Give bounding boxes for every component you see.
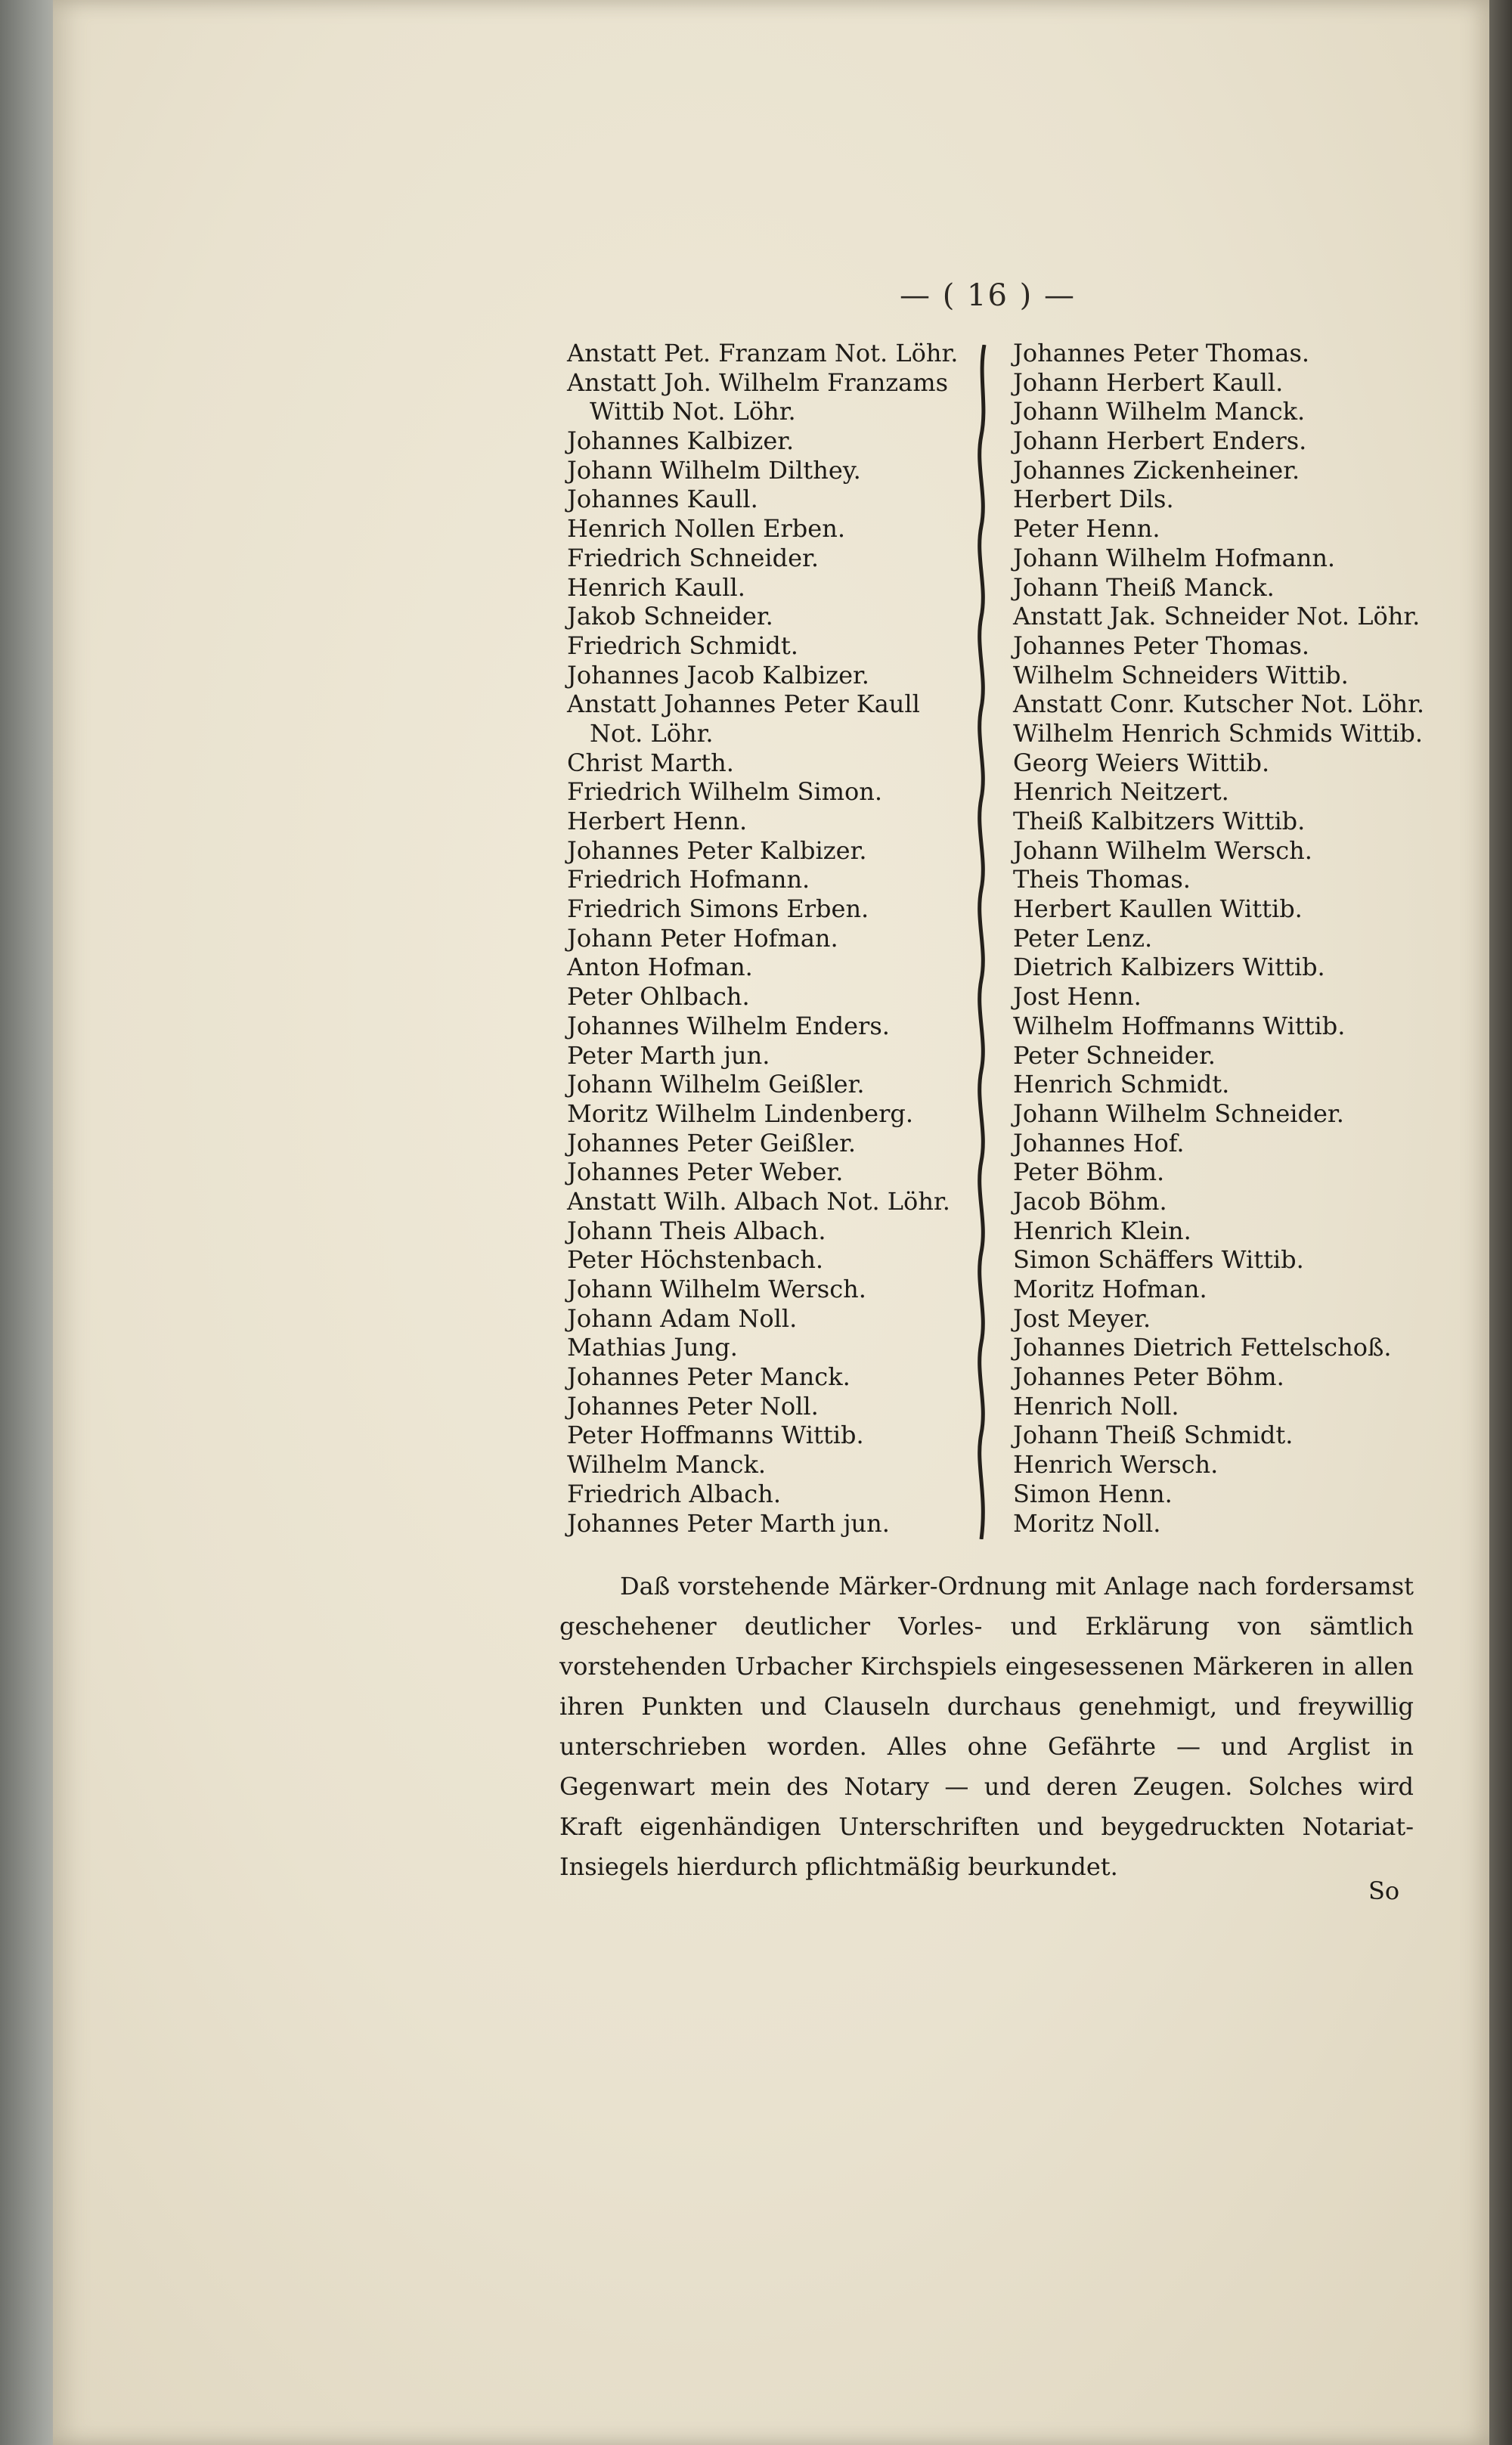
name-entry: Peter Henn. (1013, 514, 1160, 544)
name-entry: Wittib Not. Löhr. (590, 397, 796, 426)
name-entry: Moritz Hofman. (1013, 1275, 1207, 1303)
name-entry: Anstatt Joh. Wilhelm Franzams (567, 367, 948, 397)
name-entry: Wilhelm Henrich Schmids Wittib. (1013, 718, 1424, 748)
name-entry: Jakob Schneider. (567, 602, 773, 631)
name-entry: Herbert Kaullen Wittib. (1013, 894, 1303, 924)
name-entry: Johannes Wilhelm Enders. (567, 1011, 890, 1040)
name-entry: Henrich Nollen Erben. (567, 514, 845, 544)
book-page (53, 0, 1489, 2445)
name-entry: Friedrich Wilhelm Simon. (567, 777, 883, 807)
name-entry: Peter Marth jun. (567, 1040, 770, 1070)
name-entry: Johann Wilhelm Hofmann. (1013, 543, 1336, 572)
name-entry: Henrich Wersch. (1013, 1450, 1219, 1480)
name-entry: Simon Henn. (1013, 1479, 1173, 1508)
name-entry: Moritz Wilhelm Lindenberg. (567, 1099, 914, 1128)
name-entry: Johannes Peter Manck. (567, 1362, 850, 1392)
column-divider-brace (968, 345, 998, 1539)
name-entry: Anstatt Johannes Peter Kaull (567, 689, 920, 719)
name-entry: Johann Theiß Manck. (1013, 572, 1275, 602)
certification-paragraph: Daß vorstehende Märker-Ordnung mit Anlage nach fordersamst geschehener deutlicher Vorles- und Erklärung von sämtlich vorstehenden Urbacher Kirchspiels eingesessenen Märkeren in allen ihren Punkten und Clauseln durchaus genehmigt, und freywillig unterschrieben worden. Alles ohne Gefährte — und Arglist in Gegenwart mein des Notary — und deren Zeugen. Solches wird Kraft eigenhändigen Unterschriften und beygedruckten Notariat-Insiegels hierdurch pflichtmäßig beurkundet. (559, 1572, 1414, 1881)
name-entry: Johann Herbert Kaull. (1013, 367, 1284, 397)
name-entry: Not. Löhr. (590, 718, 714, 748)
name-entry: Johann Peter Hofman. (567, 923, 838, 953)
name-entry: Johann Theis Albach. (567, 1216, 826, 1245)
name-entry: Wilhelm Schneiders Wittib. (1013, 660, 1349, 689)
name-entry: Dietrich Kalbizers Wittib. (1013, 953, 1325, 982)
name-entry: Johann Wilhelm Wersch. (567, 1275, 866, 1303)
name-entry: Friedrich Albach. (567, 1479, 781, 1508)
name-entry: Henrich Schmidt. (1013, 1070, 1230, 1099)
name-entry: Johannes Peter Noll. (567, 1391, 819, 1421)
name-entry: Christ Marth. (567, 748, 734, 777)
left-name-column (567, 339, 960, 1538)
name-entry: Anstatt Pet. Franzam Not. Löhr. (567, 339, 959, 367)
name-entry: Johann Wilhelm Schneider. (1013, 1099, 1344, 1128)
name-entry: Johann Adam Noll. (567, 1303, 798, 1333)
page-number: — ( 16 ) — (900, 278, 1076, 313)
name-entry: Henrich Klein. (1013, 1216, 1191, 1245)
name-entry: Peter Hoffmanns Wittib. (567, 1421, 864, 1450)
name-entry: Jost Henn. (1013, 982, 1142, 1012)
name-entry: Peter Böhm. (1013, 1157, 1165, 1187)
name-entry: Johannes Jacob Kalbizer. (567, 660, 869, 689)
name-entry: Wilhelm Hoffmanns Wittib. (1013, 1011, 1346, 1040)
name-entry: Johannes Zickenheiner. (1013, 455, 1300, 485)
name-entry: Herbert Henn. (567, 807, 748, 835)
name-entry: Friedrich Schmidt. (567, 631, 798, 660)
name-entry: Anstatt Wilh. Albach Not. Löhr. (567, 1186, 950, 1216)
name-entry: Johannes Peter Thomas. (1013, 631, 1310, 660)
name-entry: Friedrich Simons Erben. (567, 894, 869, 924)
name-entry: Johannes Peter Kalbizer. (567, 835, 867, 865)
name-entry: Anton Hofman. (567, 953, 753, 982)
name-entry: Johann Wilhelm Manck. (1013, 397, 1306, 426)
name-entry: Jost Meyer. (1013, 1303, 1151, 1333)
name-entry: Johannes Kalbizer. (567, 426, 795, 456)
name-entry: Peter Lenz. (1013, 923, 1153, 953)
name-entry: Jacob Böhm. (1013, 1186, 1167, 1216)
name-entry: Peter Ohlbach. (567, 982, 750, 1012)
name-entry: Johann Wilhelm Dilthey. (567, 455, 861, 485)
name-entry: Johannes Dietrich Fettelschoß. (1013, 1333, 1392, 1362)
name-entry: Johannes Peter Geißler. (567, 1128, 857, 1157)
name-entry: Moritz Noll. (1013, 1508, 1161, 1538)
name-entry: Friedrich Schneider. (567, 543, 819, 572)
name-entry: Henrich Neitzert. (1013, 777, 1229, 807)
name-entry: Johann Wilhelm Geißler. (567, 1070, 865, 1099)
name-entry: Johannes Peter Thomas. (1013, 339, 1310, 367)
right-name-column (1013, 339, 1436, 1538)
name-entry: Wilhelm Manck. (567, 1450, 767, 1480)
name-entry: Peter Schneider. (1013, 1040, 1216, 1070)
name-entry: Johannes Peter Weber. (567, 1157, 844, 1187)
name-entry: Johann Herbert Enders. (1013, 426, 1307, 456)
name-entry: Johannes Hof. (1013, 1128, 1185, 1157)
name-entry: Georg Weiers Wittib. (1013, 748, 1270, 777)
name-entry: Peter Höchstenbach. (567, 1245, 824, 1275)
name-entry: Johannes Kaull. (567, 485, 758, 514)
name-entry: Anstatt Jak. Schneider Not. Löhr. (1013, 602, 1421, 631)
name-entry: Friedrich Hofmann. (567, 865, 810, 894)
catchword: So (1368, 1876, 1400, 1905)
name-entry: Johannes Peter Böhm. (1013, 1362, 1284, 1392)
name-entry: Simon Schäffers Wittib. (1013, 1245, 1304, 1275)
name-entry: Henrich Kaull. (567, 572, 745, 602)
name-entry: Mathias Jung. (567, 1333, 738, 1362)
name-entry: Anstatt Conr. Kutscher Not. Löhr. (1013, 689, 1425, 719)
name-entry: Theis Thomas. (1013, 865, 1191, 894)
name-entry: Henrich Noll. (1013, 1391, 1179, 1421)
name-entry: Johannes Peter Marth jun. (567, 1508, 890, 1538)
name-entry: Herbert Dils. (1013, 485, 1174, 514)
name-entry: Johann Wilhelm Wersch. (1013, 835, 1312, 865)
name-entry: Theiß Kalbitzers Wittib. (1013, 807, 1306, 835)
name-entry: Johann Theiß Schmidt. (1013, 1421, 1294, 1450)
